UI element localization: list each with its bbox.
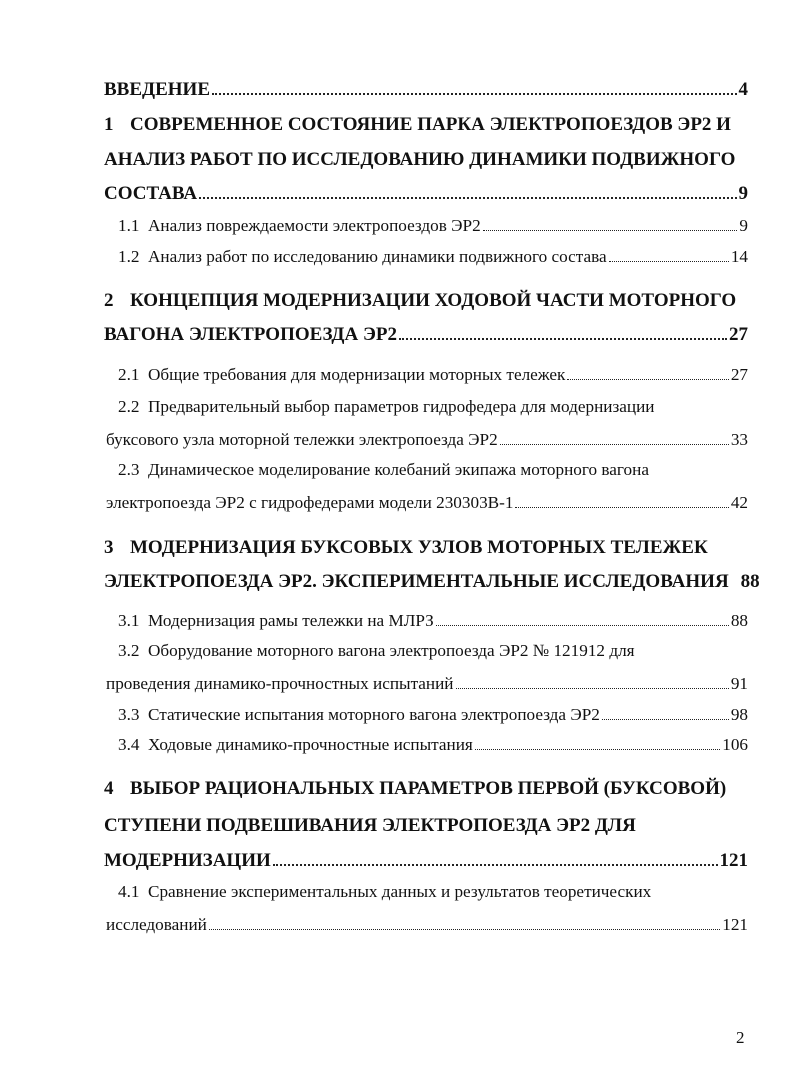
section-page: 27 [730,365,748,384]
section-page: 106 [722,735,748,754]
section-title: Анализ работ по исследованию динамики подвижного состава [148,247,607,266]
section-title: буксового узла моторной тележки электропоезда ЭР2 [106,430,498,449]
chapter-number: 3 [104,537,114,558]
section-page: 121 [722,915,748,934]
toc-section-3-3 [118,698,748,731]
section-number: 3.4 [118,735,140,754]
toc-section-3-2 [106,634,748,700]
chapter-title-line: СТУПЕНИ ПОДВЕШИВАНИЯ ЭЛЕКТРОПОЕЗДА ЭР2 ДЛЯ [104,815,636,836]
section-number: 3.3 [118,705,140,724]
section-title: Модернизация рамы тележки на МЛРЗ [148,611,434,630]
section-number: 1.1 [118,216,140,235]
section-number: 2.2 [118,397,140,416]
toc-chapter-4 [104,772,748,878]
section-title: Предварительный выбор параметров гидрофедера для модернизации [148,397,655,416]
chapter-page: 121 [719,850,748,871]
section-page: 88 [730,611,748,630]
toc-intro-page: 4 [738,79,748,100]
toc-intro [104,73,748,107]
section-page: 33 [730,430,748,449]
chapter-title-line: ВАГОНА ЭЛЕКТРОПОЕЗДА ЭР2 [104,324,397,345]
chapter-title-line: КОНЦЕПЦИЯ МОДЕРНИЗАЦИИ ХОДОВОЙ ЧАСТИ МОТОРНОГО [130,290,737,311]
chapter-title-line: ВЫБОР РАЦИОНАЛЬНЫХ ПАРАМЕТРОВ ПЕРВОЙ (БУКСОВОЙ) [130,778,727,799]
page-number: 2 [736,1028,745,1047]
section-title: исследований [106,915,207,934]
section-title: электропоезда ЭР2 с гидрофедерами модели 230303В-1 [106,493,514,512]
toc-section-2-2 [106,390,748,456]
toc-intro-title: ВВЕДЕНИЕ [104,79,210,100]
chapter-number: 2 [104,290,114,311]
section-page: 42 [730,493,748,512]
section-number: 2.3 [118,460,140,479]
toc-chapter-1 [104,108,748,211]
chapter-number: 1 [104,114,114,135]
section-number: 4.1 [118,882,140,901]
section-title: проведения динамико-прочностных испытаний [106,674,454,693]
section-number: 3.2 [118,641,140,660]
toc-chapter-3 [104,531,760,599]
section-number: 1.2 [118,247,140,266]
section-title: Общие требования для модернизации моторных тележек [148,365,566,384]
section-title: Ходовые динамико-прочностные испытания [148,735,473,754]
chapter-title-line: ЭЛЕКТРОПОЕЗДА ЭР2. ЭКСПЕРИМЕНТАЛЬНЫЕ ИССЛЕДОВАНИЯ [104,571,729,592]
toc-section-2-1 [118,358,748,391]
section-title: Оборудование моторного вагона электропоезда ЭР2 № 121912 для [148,641,635,660]
section-number: 3.1 [118,611,140,630]
chapter-title-line: СОСТАВА [104,183,198,204]
chapter-title-line: МОДЕРНИЗАЦИЯ БУКСОВЫХ УЗЛОВ МОТОРНЫХ ТЕЛЕЖЕК [130,537,708,558]
chapter-title-line: МОДЕРНИЗАЦИИ [104,850,271,871]
chapter-page: 88 [740,571,760,592]
toc-section-1-1 [118,209,748,242]
section-title: Статические испытания моторного вагона электропоезда ЭР2 [148,705,600,724]
section-number: 2.1 [118,365,140,384]
chapter-page: 9 [738,183,748,204]
toc-section-2-3 [106,453,748,519]
section-title: Сравнение экспериментальных данных и результатов теоретических [148,882,652,901]
toc-section-3-4 [118,728,748,761]
section-title: Анализ повреждаемости электропоездов ЭР2 [148,216,481,235]
section-title: Динамическое моделирование колебаний экипажа моторного вагона [148,460,649,479]
chapter-title-line: СОВРЕМЕННОЕ СОСТОЯНИЕ ПАРКА ЭЛЕКТРОПОЕЗДОВ ЭР2 И [130,114,731,135]
toc-chapter-2 [104,284,748,352]
section-page: 91 [730,674,748,693]
chapter-title-line: АНАЛИЗ РАБОТ ПО ИССЛЕДОВАНИЮ ДИНАМИКИ ПОДВИЖНОГО [104,149,736,170]
chapter-number: 4 [104,778,114,799]
chapter-page: 27 [729,324,748,345]
section-page: 14 [730,247,748,266]
toc-section-1-2 [118,240,748,273]
section-page: 9 [739,216,748,235]
section-page: 98 [730,705,748,724]
toc-section-3-1 [118,604,748,637]
toc-section-4-1 [106,875,748,941]
